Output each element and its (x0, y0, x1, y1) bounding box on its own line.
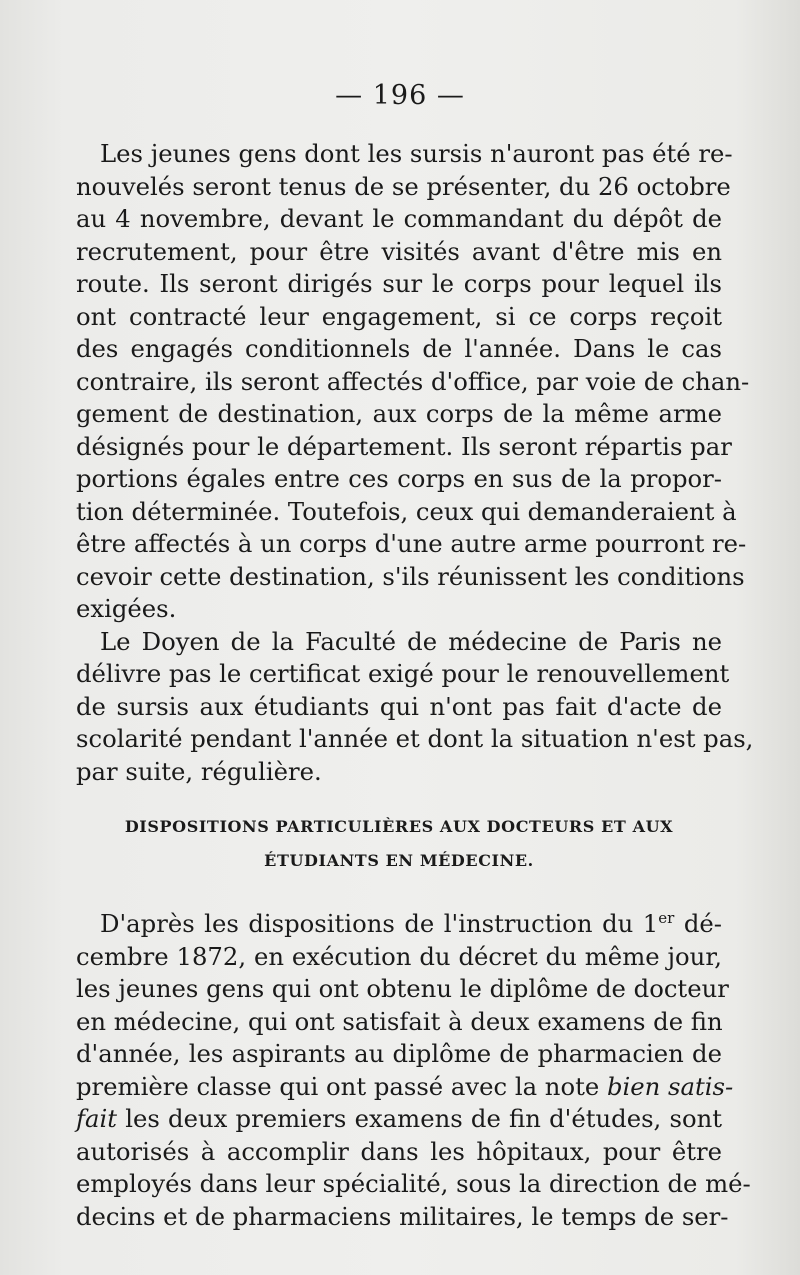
text-line: fait les deux premiers examens de fin d'études, sont (76, 1104, 722, 1133)
text-line: par suite, régulière. (76, 756, 322, 786)
text-line: exigées. (76, 594, 177, 623)
text-line: D'après les dispositions de l'instruction du 1er dé- (100, 908, 722, 938)
text-line: cevoir cette destination, s'ils réunissent les conditions (76, 561, 745, 591)
text-line: employés dans leur spécialité, sous la direction de mé- (76, 1169, 751, 1198)
text-line: au 4 novembre, devant le commandant du dépôt de (76, 204, 722, 233)
text-line: recrutement, pour être visités avant d'être mis en (76, 236, 722, 266)
text-line: les jeunes gens qui ont obtenu le diplôme de docteur (76, 974, 729, 1003)
paragraph-sursis (76, 138, 754, 788)
text-line: contraire, ils seront affectés d'office, par voie de chan- (76, 366, 750, 396)
text-line: nouvelés seront tenus de se présenter, du 26 octobre (76, 171, 731, 201)
section-heading-line: ÉTUDIANTS EN MÉDECINE. (264, 851, 534, 870)
text-line: cembre 1872, en exécution du décret du même jour, (76, 941, 722, 971)
text-line: decins et de pharmaciens militaires, le temps de ser- (76, 1201, 729, 1231)
text-line: Le Doyen de la Faculté de médecine de Paris ne (100, 626, 722, 656)
text-line: désignés pour le département. Ils seront répartis par (76, 431, 732, 461)
page-number: — 196 — (335, 80, 465, 111)
text-line: en médecine, qui ont satisfait à deux examens de fin (76, 1006, 723, 1036)
section-heading (76, 810, 722, 878)
text-line: d'année, les aspirants au diplôme de pharmacien de (76, 1039, 722, 1068)
text-line: des engagés conditionnels de l'année. Dans le cas (76, 334, 722, 363)
text-line: portions égales entre ces corps en sus de la propor- (76, 464, 722, 493)
text-line: Les jeunes gens dont les sursis n'auront pas été re- (100, 139, 733, 168)
text-line: route. Ils seront dirigés sur le corps pour lequel ils (76, 269, 722, 298)
text-line: de sursis aux étudiants qui n'ont pas fait d'acte de (76, 691, 722, 721)
text-line: être affectés à un corps d'une autre arme pourront re- (76, 529, 747, 558)
text-line: tion déterminée. Toutefois, ceux qui demanderaient à (76, 496, 737, 526)
section-heading-line: DISPOSITIONS PARTICULIÈRES AUX DOCTEURS ET AUX (124, 817, 674, 836)
text-line: gement de destination, aux corps de la même arme (76, 399, 722, 428)
text-line: délivre pas le certificat exigé pour le renouvellement (76, 659, 730, 688)
text-line: première classe qui ont passé avec la note bien satis- (76, 1071, 734, 1101)
text-line: scolarité pendant l'année et dont la situation n'est pas, (76, 724, 754, 753)
text-line: ont contracté leur engagement, si ce corps reçoit (76, 301, 722, 331)
text-line: autorisés à accomplir dans les hôpitaux, pour être (76, 1136, 722, 1166)
paragraph-docteurs (76, 908, 751, 1233)
